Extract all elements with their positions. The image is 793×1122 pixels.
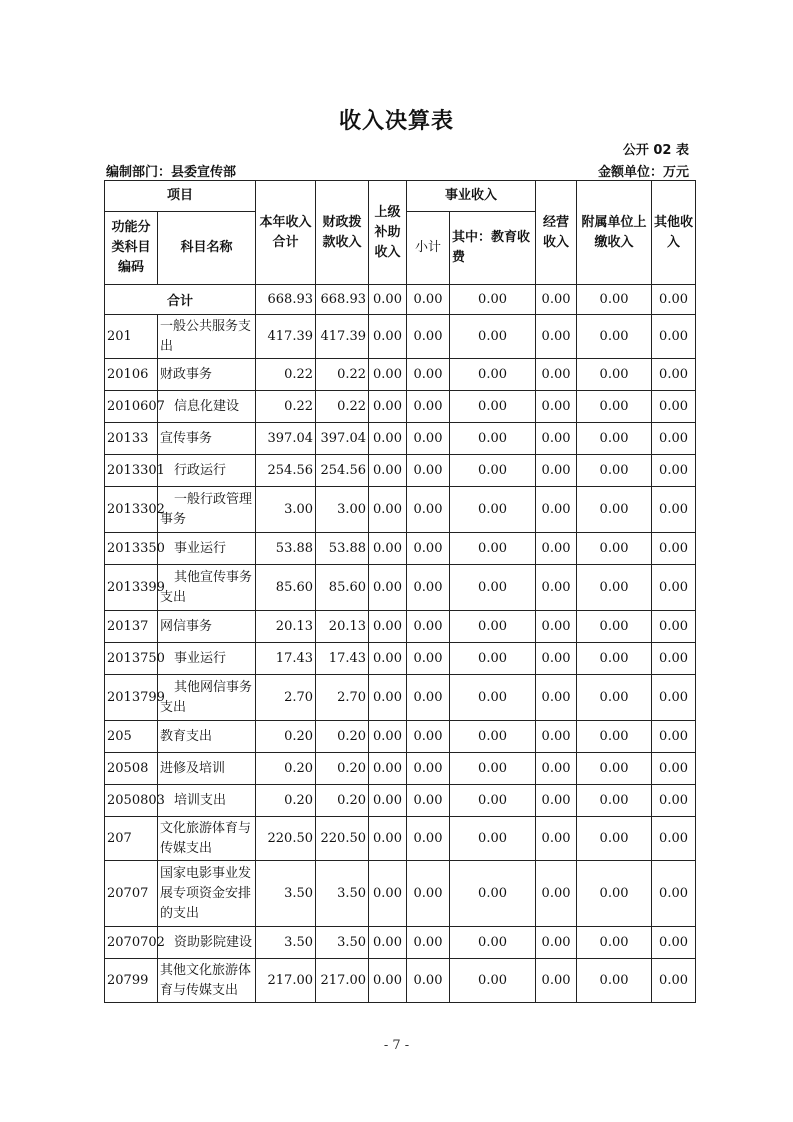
cell-edu-fee: 0.00 — [450, 643, 536, 675]
cell-subtotal: 0.00 — [407, 315, 450, 359]
cell-subtotal: 0.00 — [407, 817, 450, 861]
cell-other: 0.00 — [652, 927, 696, 959]
table-row — [105, 643, 696, 675]
cell-affiliate: 0.00 — [577, 359, 652, 391]
cell-subtotal: 0.00 — [407, 565, 450, 611]
subject-code: 2050803 — [105, 785, 158, 817]
total-edu-fee: 0.00 — [450, 285, 536, 315]
subject-code: 20133 — [105, 423, 158, 455]
subject-name-text: 其他宣传事务支出 — [160, 569, 253, 605]
table-row — [105, 455, 696, 487]
subject-name — [158, 959, 256, 1003]
cell-affiliate: 0.00 — [577, 959, 652, 1003]
subject-name — [158, 817, 256, 861]
cell-operating: 0.00 — [536, 565, 577, 611]
cell-other: 0.00 — [652, 611, 696, 643]
header-subtotal: 小计 — [407, 212, 450, 285]
cell-other: 0.00 — [652, 721, 696, 753]
cell-other: 0.00 — [652, 487, 696, 533]
subject-code: 207 — [105, 817, 158, 861]
cell-other: 0.00 — [652, 753, 696, 785]
cell-affiliate: 0.00 — [577, 927, 652, 959]
cell-annual: 0.20 — [256, 753, 316, 785]
income-table — [104, 180, 696, 1003]
table-row — [105, 487, 696, 533]
table-row — [105, 721, 696, 753]
subject-name — [158, 785, 256, 817]
cell-affiliate: 0.00 — [577, 315, 652, 359]
cell-annual: 0.20 — [256, 721, 316, 753]
subject-code: 2013750 — [105, 643, 158, 675]
cell-other: 0.00 — [652, 533, 696, 565]
subject-name-text: 网信事务 — [160, 618, 213, 634]
cell-superior: 0.00 — [369, 423, 407, 455]
table-row — [105, 315, 696, 359]
subject-name-text: 进修及培训 — [160, 760, 226, 776]
cell-edu-fee: 0.00 — [450, 675, 536, 721]
cell-fiscal: 254.56 — [316, 455, 369, 487]
cell-other: 0.00 — [652, 861, 696, 927]
cell-affiliate: 0.00 — [577, 643, 652, 675]
cell-operating: 0.00 — [536, 721, 577, 753]
cell-subtotal: 0.00 — [407, 721, 450, 753]
table-row — [105, 959, 696, 1003]
table-row — [105, 927, 696, 959]
cell-fiscal: 3.00 — [316, 487, 369, 533]
cell-edu-fee: 0.00 — [450, 721, 536, 753]
cell-other: 0.00 — [652, 675, 696, 721]
cell-edu-fee: 0.00 — [450, 359, 536, 391]
cell-operating: 0.00 — [536, 423, 577, 455]
header-superior: 上级补助收入 — [369, 181, 407, 285]
form-number: 公开 02 表 — [622, 143, 689, 158]
table-row — [105, 861, 696, 927]
subject-code: 205 — [105, 721, 158, 753]
subject-name-text: 资助影院建设 — [174, 934, 253, 950]
subject-name-text: 一般公共服务支出 — [160, 318, 252, 354]
table-row — [105, 391, 696, 423]
cell-fiscal: 17.43 — [316, 643, 369, 675]
cell-fiscal: 397.04 — [316, 423, 369, 455]
subject-name-text: 事业运行 — [174, 650, 227, 666]
cell-fiscal: 53.88 — [316, 533, 369, 565]
cell-subtotal: 0.00 — [407, 455, 450, 487]
subject-name — [158, 721, 256, 753]
subject-name-text: 国家电影事业发展专项资金安排的支出 — [160, 865, 252, 921]
cell-annual: 0.22 — [256, 391, 316, 423]
subject-name-text: 培训支出 — [174, 792, 227, 808]
cell-subtotal: 0.00 — [407, 861, 450, 927]
cell-annual: 397.04 — [256, 423, 316, 455]
subject-name-text: 一般行政管理事务 — [160, 491, 253, 527]
total-affiliate: 0.00 — [577, 285, 652, 315]
cell-affiliate: 0.00 — [577, 533, 652, 565]
cell-fiscal: 3.50 — [316, 861, 369, 927]
cell-subtotal: 0.00 — [407, 391, 450, 423]
header-operating: 经营收入 — [536, 181, 577, 285]
total-annual: 668.93 — [256, 285, 316, 315]
cell-superior: 0.00 — [369, 611, 407, 643]
subject-code: 2013799 — [105, 675, 158, 721]
cell-edu-fee: 0.00 — [450, 533, 536, 565]
cell-fiscal: 417.39 — [316, 315, 369, 359]
cell-affiliate: 0.00 — [577, 785, 652, 817]
cell-other: 0.00 — [652, 785, 696, 817]
subject-code: 201 — [105, 315, 158, 359]
subject-code: 20799 — [105, 959, 158, 1003]
total-fiscal: 668.93 — [316, 285, 369, 315]
table-row — [105, 611, 696, 643]
cell-other: 0.00 — [652, 359, 696, 391]
cell-affiliate: 0.00 — [577, 861, 652, 927]
subject-name — [158, 315, 256, 359]
cell-superior: 0.00 — [369, 675, 407, 721]
cell-operating: 0.00 — [536, 959, 577, 1003]
cell-operating: 0.00 — [536, 785, 577, 817]
cell-superior: 0.00 — [369, 565, 407, 611]
cell-superior: 0.00 — [369, 753, 407, 785]
cell-operating: 0.00 — [536, 359, 577, 391]
cell-other: 0.00 — [652, 391, 696, 423]
total-superior: 0.00 — [369, 285, 407, 315]
cell-superior: 0.00 — [369, 487, 407, 533]
cell-annual: 20.13 — [256, 611, 316, 643]
cell-operating: 0.00 — [536, 391, 577, 423]
cell-fiscal: 217.00 — [316, 959, 369, 1003]
cell-edu-fee: 0.00 — [450, 565, 536, 611]
cell-annual: 0.20 — [256, 785, 316, 817]
cell-annual: 217.00 — [256, 959, 316, 1003]
cell-subtotal: 0.00 — [407, 927, 450, 959]
cell-operating: 0.00 — [536, 861, 577, 927]
cell-annual: 417.39 — [256, 315, 316, 359]
cell-operating: 0.00 — [536, 927, 577, 959]
subject-name — [158, 753, 256, 785]
subject-name — [158, 927, 256, 959]
cell-affiliate: 0.00 — [577, 817, 652, 861]
cell-annual: 254.56 — [256, 455, 316, 487]
subject-name — [158, 391, 256, 423]
subject-name-text: 其他网信事务支出 — [160, 679, 253, 715]
cell-other: 0.00 — [652, 959, 696, 1003]
subject-name — [158, 611, 256, 643]
table-row — [105, 675, 696, 721]
cell-superior: 0.00 — [369, 721, 407, 753]
table-row — [105, 565, 696, 611]
cell-superior: 0.00 — [369, 861, 407, 927]
cell-subtotal: 0.00 — [407, 487, 450, 533]
cell-annual: 3.50 — [256, 861, 316, 927]
cell-operating: 0.00 — [536, 753, 577, 785]
cell-subtotal: 0.00 — [407, 753, 450, 785]
department-label: 编制部门：县委宣传部 — [106, 165, 237, 180]
table-row — [105, 533, 696, 565]
cell-superior: 0.00 — [369, 359, 407, 391]
subject-name-text: 其他文化旅游体育与传媒支出 — [160, 962, 252, 998]
page-title: 收入决算表 — [338, 109, 454, 134]
cell-fiscal: 0.20 — [316, 721, 369, 753]
table-row — [105, 753, 696, 785]
header-item: 项目 — [105, 181, 256, 212]
cell-superior: 0.00 — [369, 817, 407, 861]
subject-name — [158, 861, 256, 927]
subject-name-text: 宣传事务 — [160, 430, 213, 446]
header-subject-name: 科目名称 — [158, 212, 256, 285]
cell-affiliate: 0.00 — [577, 675, 652, 721]
subject-code: 2013302 — [105, 487, 158, 533]
page-number: - 7 - — [383, 1038, 410, 1053]
total-operating: 0.00 — [536, 285, 577, 315]
total-subtotal: 0.00 — [407, 285, 450, 315]
cell-subtotal: 0.00 — [407, 611, 450, 643]
subject-name — [158, 565, 256, 611]
cell-affiliate: 0.00 — [577, 487, 652, 533]
cell-annual: 3.50 — [256, 927, 316, 959]
cell-annual: 85.60 — [256, 565, 316, 611]
subject-name — [158, 643, 256, 675]
cell-edu-fee: 0.00 — [450, 753, 536, 785]
cell-fiscal: 0.22 — [316, 359, 369, 391]
cell-operating: 0.00 — [536, 643, 577, 675]
cell-affiliate: 0.00 — [577, 455, 652, 487]
total-other: 0.00 — [652, 285, 696, 315]
cell-edu-fee: 0.00 — [450, 817, 536, 861]
cell-affiliate: 0.00 — [577, 753, 652, 785]
cell-subtotal: 0.00 — [407, 785, 450, 817]
cell-superior: 0.00 — [369, 643, 407, 675]
header-other: 其他收入 — [652, 181, 696, 285]
cell-annual: 0.22 — [256, 359, 316, 391]
cell-annual: 2.70 — [256, 675, 316, 721]
cell-superior: 0.00 — [369, 533, 407, 565]
cell-edu-fee: 0.00 — [450, 785, 536, 817]
header-affiliate: 附属单位上缴收入 — [577, 181, 652, 285]
cell-fiscal: 85.60 — [316, 565, 369, 611]
subject-code: 20137 — [105, 611, 158, 643]
cell-affiliate: 0.00 — [577, 565, 652, 611]
header-annual-total: 本年收入合计 — [256, 181, 316, 285]
subject-name — [158, 359, 256, 391]
cell-operating: 0.00 — [536, 675, 577, 721]
cell-superior: 0.00 — [369, 391, 407, 423]
cell-edu-fee: 0.00 — [450, 423, 536, 455]
cell-subtotal: 0.00 — [407, 423, 450, 455]
table-row — [105, 423, 696, 455]
cell-affiliate: 0.00 — [577, 423, 652, 455]
table-row — [105, 785, 696, 817]
cell-edu-fee: 0.00 — [450, 391, 536, 423]
subject-code: 2013301 — [105, 455, 158, 487]
cell-superior: 0.00 — [369, 455, 407, 487]
cell-subtotal: 0.00 — [407, 533, 450, 565]
subject-name-text: 事业运行 — [174, 540, 227, 556]
subject-code: 2013350 — [105, 533, 158, 565]
cell-other: 0.00 — [652, 817, 696, 861]
cell-edu-fee: 0.00 — [450, 959, 536, 1003]
header-business: 事业收入 — [407, 181, 536, 212]
cell-affiliate: 0.00 — [577, 611, 652, 643]
subject-name-text: 信息化建设 — [174, 398, 240, 414]
subject-name — [158, 533, 256, 565]
cell-other: 0.00 — [652, 315, 696, 359]
cell-subtotal: 0.00 — [407, 959, 450, 1003]
cell-fiscal: 3.50 — [316, 927, 369, 959]
cell-annual: 220.50 — [256, 817, 316, 861]
cell-fiscal: 220.50 — [316, 817, 369, 861]
cell-operating: 0.00 — [536, 533, 577, 565]
cell-operating: 0.00 — [536, 817, 577, 861]
cell-other: 0.00 — [652, 423, 696, 455]
cell-other: 0.00 — [652, 455, 696, 487]
cell-superior: 0.00 — [369, 785, 407, 817]
total-row — [105, 285, 696, 315]
unit-label: 金额单位：万元 — [597, 165, 689, 180]
total-label: 合计 — [105, 285, 256, 315]
subject-name-text: 财政事务 — [160, 366, 213, 382]
cell-affiliate: 0.00 — [577, 721, 652, 753]
cell-subtotal: 0.00 — [407, 359, 450, 391]
cell-annual: 53.88 — [256, 533, 316, 565]
cell-fiscal: 0.20 — [316, 753, 369, 785]
table-row — [105, 817, 696, 861]
cell-edu-fee: 0.00 — [450, 455, 536, 487]
cell-annual: 3.00 — [256, 487, 316, 533]
cell-subtotal: 0.00 — [407, 675, 450, 721]
cell-edu-fee: 0.00 — [450, 611, 536, 643]
subject-name — [158, 423, 256, 455]
table-row — [105, 359, 696, 391]
cell-operating: 0.00 — [536, 487, 577, 533]
cell-superior: 0.00 — [369, 927, 407, 959]
subject-code: 20707 — [105, 861, 158, 927]
cell-subtotal: 0.00 — [407, 643, 450, 675]
subject-name — [158, 487, 256, 533]
cell-other: 0.00 — [652, 643, 696, 675]
subject-code: 20508 — [105, 753, 158, 785]
subject-name-text: 文化旅游体育与传媒支出 — [160, 820, 252, 856]
cell-annual: 17.43 — [256, 643, 316, 675]
header-edu-fee: 其中：教育收费 — [450, 212, 536, 285]
cell-fiscal: 0.22 — [316, 391, 369, 423]
subject-name-text: 行政运行 — [174, 462, 227, 478]
cell-affiliate: 0.00 — [577, 391, 652, 423]
subject-code: 2010607 — [105, 391, 158, 423]
cell-operating: 0.00 — [536, 455, 577, 487]
subject-name-text: 教育支出 — [160, 728, 213, 744]
cell-edu-fee: 0.00 — [450, 487, 536, 533]
cell-operating: 0.00 — [536, 315, 577, 359]
cell-superior: 0.00 — [369, 315, 407, 359]
header-fiscal: 财政拨款收入 — [316, 181, 369, 285]
cell-fiscal: 2.70 — [316, 675, 369, 721]
cell-edu-fee: 0.00 — [450, 927, 536, 959]
header-func-code: 功能分类科目编码 — [105, 212, 158, 285]
cell-superior: 0.00 — [369, 959, 407, 1003]
cell-edu-fee: 0.00 — [450, 861, 536, 927]
subject-code: 20106 — [105, 359, 158, 391]
cell-operating: 0.00 — [536, 611, 577, 643]
subject-code: 2013399 — [105, 565, 158, 611]
cell-fiscal: 0.20 — [316, 785, 369, 817]
subject-name — [158, 675, 256, 721]
subject-name — [158, 455, 256, 487]
cell-edu-fee: 0.00 — [450, 315, 536, 359]
subject-code: 2070702 — [105, 927, 158, 959]
cell-other: 0.00 — [652, 565, 696, 611]
cell-fiscal: 20.13 — [316, 611, 369, 643]
